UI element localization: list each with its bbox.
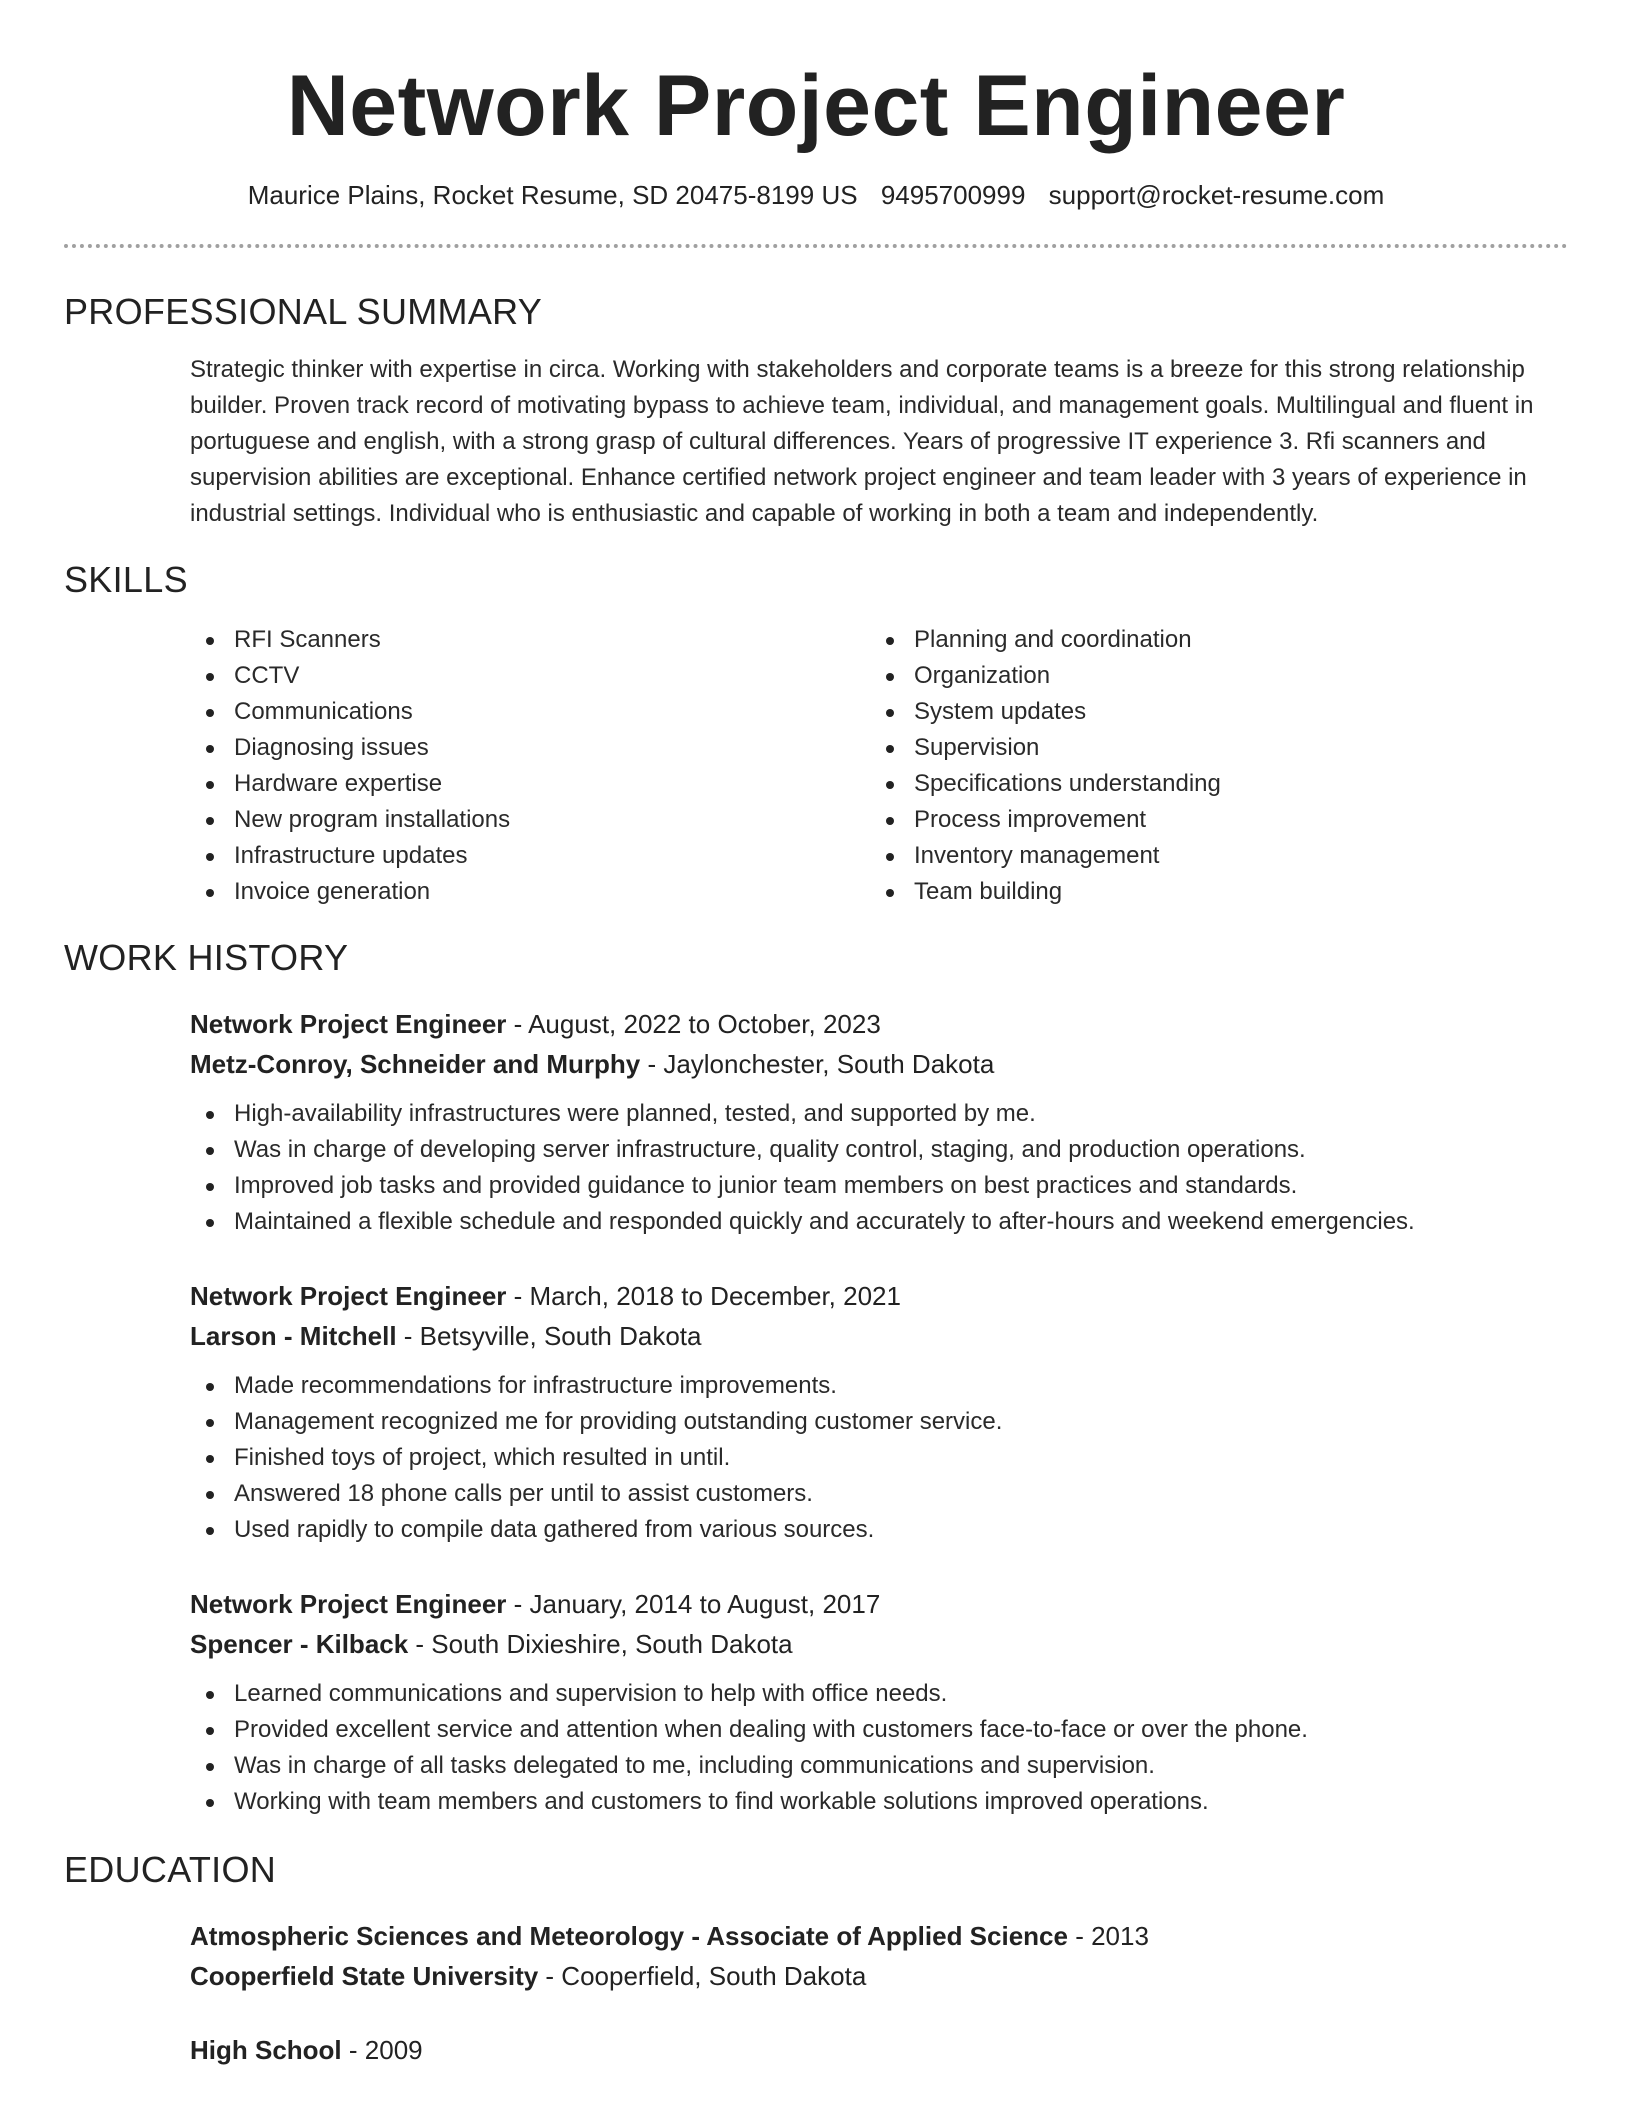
job-bullets (190, 1676, 1568, 1820)
contact-email: support@rocket-resume.com (1048, 180, 1385, 210)
summary-section (64, 290, 1568, 532)
skill-item: New program installations (190, 802, 870, 838)
job-bullet: Was in charge of all tasks delegated to me, including communications and supervision. (190, 1748, 1568, 1784)
job-role: Network Project Engineer (190, 1009, 507, 1039)
job-bullet: Maintained a flexible schedule and responded quickly and accurately to after-hours and weekend emergencies. (190, 1204, 1568, 1240)
resume-name: Network Project Engineer (286, 58, 1346, 154)
job-bullets (190, 1368, 1568, 1548)
education-degree: Atmospheric Sciences and Meteorology - Associate of Applied Science (190, 1921, 1068, 1951)
skill-item: Diagnosing issues (190, 730, 870, 766)
skill-item: Team building (870, 874, 1550, 910)
education-entry (64, 1916, 1568, 1996)
skills-section (64, 558, 1568, 910)
job-bullet: Used rapidly to compile data gathered from various sources. (190, 1512, 1568, 1548)
job-company-line (190, 1316, 1568, 1356)
contact-address: Maurice Plains, Rocket Resume, SD 20475-8199 US (247, 180, 858, 210)
job-bullet: Finished toys of project, which resulted in until. (190, 1440, 1568, 1476)
job-bullet: Learned communications and supervision to help with office needs. (190, 1676, 1568, 1712)
skill-item: Supervision (870, 730, 1550, 766)
skills-column-right (870, 622, 1550, 910)
job-dates: - March, 2018 to December, 2021 (506, 1281, 901, 1311)
job-dates: - January, 2014 to August, 2017 (506, 1589, 881, 1619)
job-location: - Jaylonchester, South Dakota (640, 1049, 995, 1079)
job-entry (64, 1584, 1568, 1820)
job-bullet: Management recognized me for providing outstanding customer service. (190, 1404, 1568, 1440)
job-bullet: Answered 18 phone calls per until to assist customers. (190, 1476, 1568, 1512)
skill-item: Infrastructure updates (190, 838, 870, 874)
job-dates: - August, 2022 to October, 2023 (506, 1009, 881, 1039)
job-location: - Betsyville, South Dakota (396, 1321, 702, 1351)
skill-item: Organization (870, 658, 1550, 694)
skill-item: Process improvement (870, 802, 1550, 838)
summary-heading: PROFESSIONAL SUMMARY (64, 291, 543, 332)
job-role: Network Project Engineer (190, 1281, 507, 1311)
job-location: - South Dixieshire, South Dakota (408, 1629, 793, 1659)
education-section (64, 1848, 1568, 2070)
job-entry (64, 1004, 1568, 1240)
header-divider (64, 244, 1568, 248)
skill-item: RFI Scanners (190, 622, 870, 658)
education-school-line (190, 1956, 1568, 1996)
summary-body (64, 352, 1568, 532)
job-title-line (190, 1584, 1568, 1624)
job-title-line (190, 1276, 1568, 1316)
skill-item: Specifications understanding (870, 766, 1550, 802)
job-role: Network Project Engineer (190, 1589, 507, 1619)
job-bullet: High-availability infrastructures were planned, tested, and supported by me. (190, 1096, 1568, 1132)
skill-item: CCTV (190, 658, 870, 694)
summary-text: Strategic thinker with expertise in circa. Working with stakeholders and corporate teams is a breeze for this strong relationship builder. Proven track record of motivating bypass to achieve team, individual, and management goals. Multilingual and fluent in portuguese and english, with a strong grasp of cultural differences. Years of progressive IT experience 3. Rfi scanners and supervision abilities are exceptional. Enhance certified network project engineer and team leader with 3 years of experience in industrial settings. Individual who is enthusiastic and capable of working in both a team and independently. (190, 356, 1534, 527)
job-bullet: Was in charge of developing server infrastructure, quality control, staging, and production operations. (190, 1132, 1568, 1168)
skill-item: Planning and coordination (870, 622, 1550, 658)
job-entry (64, 1276, 1568, 1548)
job-bullet: Provided excellent service and attention when dealing with customers face-to-face or over the phone. (190, 1712, 1568, 1748)
education-degree: High School (190, 2035, 342, 2065)
skill-item: Inventory management (870, 838, 1550, 874)
education-year: - 2009 (341, 2035, 423, 2065)
work-history-section (64, 936, 1568, 1820)
skill-item: Hardware expertise (190, 766, 870, 802)
job-bullet: Made recommendations for infrastructure improvements. (190, 1368, 1568, 1404)
job-bullets (190, 1096, 1568, 1240)
skills-grid (64, 622, 1568, 910)
education-location: - Cooperfield, South Dakota (538, 1961, 867, 1991)
job-bullet: Improved job tasks and provided guidance to junior team members on best practices and standards. (190, 1168, 1568, 1204)
education-school: Cooperfield State University (190, 1961, 539, 1991)
skill-item: System updates (870, 694, 1550, 730)
education-year: - 2013 (1067, 1921, 1149, 1951)
education-heading: EDUCATION (64, 1849, 277, 1890)
skills-column-left (190, 622, 870, 910)
skill-item: Invoice generation (190, 874, 870, 910)
job-company: Metz-Conroy, Schneider and Murphy (190, 1049, 641, 1079)
contact-phone: 9495700999 (880, 180, 1026, 210)
education-degree-line (190, 1916, 1568, 1956)
education-degree-line (190, 2030, 1568, 2070)
skill-item: Communications (190, 694, 870, 730)
contact-line (64, 178, 1568, 212)
job-company: Larson - Mitchell (190, 1321, 397, 1351)
job-bullet: Working with team members and customers to find workable solutions improved operations. (190, 1784, 1568, 1820)
work-history-heading: WORK HISTORY (64, 937, 349, 978)
education-entry (64, 2030, 1568, 2070)
job-company: Spencer - Kilback (190, 1629, 409, 1659)
job-company-line (190, 1624, 1568, 1664)
job-company-line (190, 1044, 1568, 1084)
skills-heading: SKILLS (64, 559, 188, 600)
job-title-line (190, 1004, 1568, 1044)
